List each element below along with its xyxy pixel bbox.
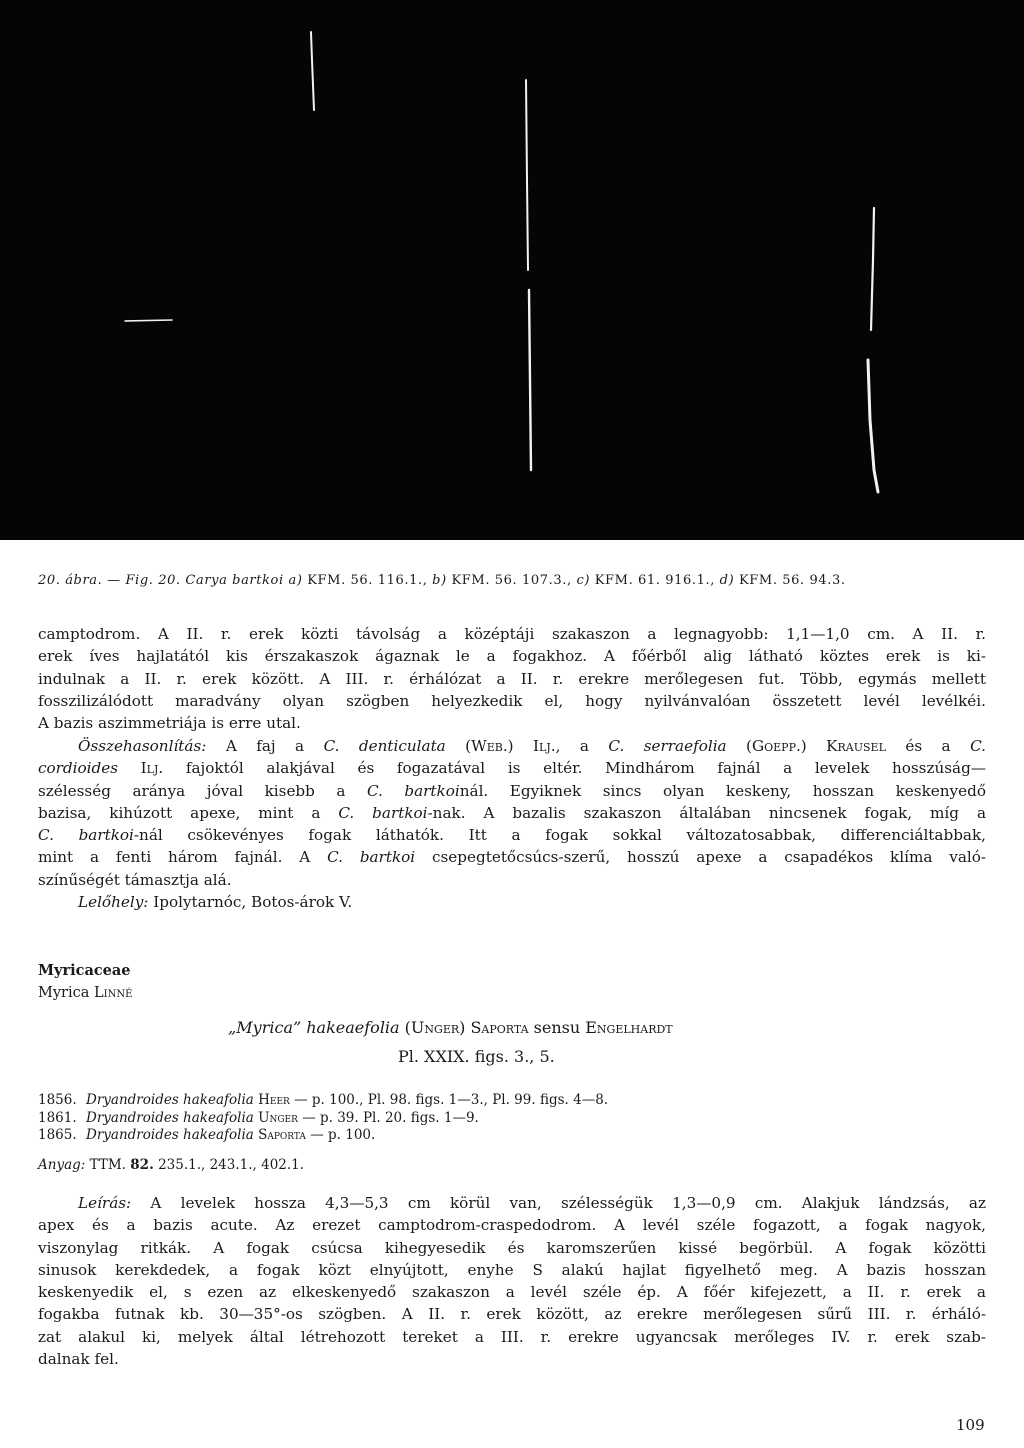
synonym-ref: — p. 100., Pl. 98. figs. 1—3., Pl. 99. figs. 4—8. xyxy=(289,1092,609,1108)
author-name: Goepp. xyxy=(751,737,801,755)
text-run: szélesség aránya jóval kisebb a xyxy=(38,781,367,800)
description-line: keskenyedik el, s ezen az elkeskenyedő szakaszon a levél széle ép. A főér kifejezett, a II. r. erek a xyxy=(38,1283,986,1302)
genus-name: Myrica xyxy=(38,985,90,1001)
description-line: sinusok kerekdedek, a fogak közt elnyújtott, enyhe S alakú hajlat figyelhető meg. A bazis hosszan xyxy=(38,1260,986,1279)
text-run: 235.1., 243.1., 402.1. xyxy=(153,1157,305,1173)
species-heading xyxy=(228,1018,673,1037)
caption-a-label: a) xyxy=(288,573,303,588)
species-genus: „Myrica” xyxy=(228,1018,302,1037)
description-line-1 xyxy=(38,1192,986,1214)
text-run: nál. Egyiknek sincs olyan keskeny, hosszan keskenyedő xyxy=(459,781,986,800)
author-name: Ilj. xyxy=(140,759,164,778)
para1-line: camptodrom. A II. r. erek közti távolság a középtáji szakaszon a legnagyobb: 1,1—1,0 cm. A II. r. xyxy=(38,625,986,643)
fossil-trace-c-upper xyxy=(526,80,528,270)
text-run: fajoktól alakjával és fogazatával is eltér. Mindhárom fajnál a levelek hosszúság— xyxy=(163,759,987,778)
plate-reference: Pl. XXIX. figs. 3., 5. xyxy=(398,1047,555,1066)
text-run: ) xyxy=(800,737,827,755)
fossil-traces xyxy=(0,0,1024,540)
species-authors: (Unger) Saporta xyxy=(399,1018,529,1037)
synonym-row xyxy=(38,1092,608,1110)
description-label: Leírás: xyxy=(78,1194,132,1212)
comparison-line-4 xyxy=(38,802,986,824)
synonym-name: Dryandroides hakeafolia xyxy=(86,1109,254,1126)
description-line: fogakba futnak kb. 30—35°-os szögben. A II. r. erek között, az erekre merőlegesen sűrű III. r. érháló- xyxy=(38,1305,986,1324)
species-name: C. bartkoi xyxy=(338,803,428,822)
text-run: -nál csökevényes fogak láthatók. Itt a fogak sokkal változatosabbak, differenciáltabbak, xyxy=(133,826,986,845)
locality-line xyxy=(38,891,986,913)
fossil-trace-c-lower xyxy=(529,290,531,470)
paragraph-description xyxy=(38,1192,986,1370)
text-run: , a xyxy=(555,737,609,755)
species-name: C. xyxy=(970,737,986,755)
comparison-line-1 xyxy=(38,735,986,757)
figure-caption xyxy=(38,573,988,588)
text-run: és a xyxy=(885,737,971,755)
species-epithet: hakeaefolia xyxy=(301,1018,400,1037)
species-sensu-author: Engelhardt xyxy=(585,1018,673,1037)
species-name: C. bartkoi xyxy=(38,826,134,845)
description-line: apex és a bazis acute. Az erezet camptodrom-craspedodrom. A levél széle fogazott, a fogak nagyok, xyxy=(38,1216,986,1235)
para1-line: indulnak a II. r. erek között. A III. r. érhálózat a II. r. erekre merőlegesen fut. Több, egymás mellett xyxy=(38,669,986,688)
caption-species: Carya bartkoi xyxy=(185,573,284,588)
comparison-line-5 xyxy=(38,824,986,846)
caption-b-label: b) xyxy=(432,573,447,588)
locality-value: Ipolytarnóc, Botos-árok V. xyxy=(148,893,353,912)
paragraph-venation xyxy=(38,623,986,734)
caption-c-label: c) xyxy=(576,573,590,588)
synonym-row xyxy=(38,1127,608,1145)
caption-abra: 20. ábra. — Fig. 20. xyxy=(38,573,181,588)
fossil-trace-d-upper xyxy=(871,208,874,330)
fossil-trace-b xyxy=(125,320,172,321)
synonym-row xyxy=(38,1110,608,1128)
material-label: Anyag: xyxy=(38,1157,86,1173)
text-run: ( xyxy=(445,737,472,755)
genus-heading xyxy=(38,985,132,1001)
species-name: C. serraefolia xyxy=(608,737,727,755)
caption-d-label: d) xyxy=(719,573,735,588)
page-number: 109 xyxy=(956,1416,985,1434)
text-run: ( xyxy=(726,737,752,755)
synonymy-list xyxy=(38,1092,608,1145)
synonym-author: Heer xyxy=(253,1092,290,1108)
genus-author: Linné xyxy=(89,985,133,1001)
text-run xyxy=(118,759,141,777)
fossil-photo-plate xyxy=(0,0,1024,540)
paragraph-comparison xyxy=(38,735,986,913)
author-name: Krausel xyxy=(826,737,886,755)
fossil-trace-a xyxy=(311,32,314,110)
caption-c-ref: KFM. 61. 916.1., xyxy=(594,573,715,588)
comparison-label: Összehasonlítás: xyxy=(78,737,207,755)
description-line: viszonylag ritkák. A fogak csúcsa kihegyesedik és karomszerűen kissé begörbül. A fogak közötti xyxy=(38,1238,986,1257)
synonym-ref: — p. 39. Pl. 20. figs. 1—9. xyxy=(297,1109,479,1126)
synonym-name: Dryandroides hakeafolia xyxy=(86,1092,254,1108)
para1-line: fosszilizálódott maradvány olyan szögben helyezkedik el, hogy nyilvánvalóan összetett levél levélkéi. xyxy=(38,691,986,710)
caption-b-ref: KFM. 56. 107.3., xyxy=(451,573,572,588)
material-line xyxy=(38,1157,304,1173)
synonym-name: Dryandroides hakeafolia xyxy=(86,1127,254,1143)
material-bold-number: 82. xyxy=(130,1157,154,1173)
description-line: zat alakul ki, melyek által létrehozott tereket a III. r. erekre ugyancsak merőleges IV. r. erek szab- xyxy=(38,1327,986,1346)
species-name: cordioides xyxy=(38,759,118,778)
text-run: csepegtetőcsúcs-szerű, hosszú apexe a csapadékos klíma való- xyxy=(415,848,987,867)
synonym-year: 1865. xyxy=(38,1127,77,1143)
synonym-year: 1861. xyxy=(38,1109,77,1126)
para1-line: A bazis aszimmetriája is erre utal. xyxy=(38,714,301,733)
caption-a-ref: KFM. 56. 116.1., xyxy=(307,573,428,588)
text-run: A levelek hossza 4,3—5,3 cm körül van, szélességük 1,3—0,9 cm. Alakjuk lándzsás, az xyxy=(131,1194,986,1212)
synonym-author: Unger xyxy=(253,1109,298,1126)
family-heading: Myricaceae xyxy=(38,962,131,979)
author-name: Ilj. xyxy=(533,737,556,755)
text-run: A faj a xyxy=(206,737,324,755)
locality-label: Lelőhely: xyxy=(78,893,149,912)
description-line: dalnak fel. xyxy=(38,1350,119,1369)
text-run: mint a fenti három fajnál. A xyxy=(38,848,328,867)
text-run: -nak. A bazalis szakaszon általában nincsenek fogak, míg a xyxy=(427,803,987,822)
synonym-year: 1856. xyxy=(38,1092,77,1108)
synonym-ref: — p. 100. xyxy=(305,1127,376,1143)
author-name: Web. xyxy=(471,737,508,755)
comparison-line-7: színűségét támasztja alá. xyxy=(38,870,232,889)
fossil-trace-d-lower xyxy=(868,360,878,492)
species-name: C. denticulata xyxy=(323,737,446,755)
species-name: C. bartkoi xyxy=(327,848,416,867)
caption-d-ref: KFM. 56. 94.3. xyxy=(739,573,846,588)
text-run: TTM. xyxy=(85,1157,131,1173)
comparison-line-3 xyxy=(38,780,986,802)
species-sensu: sensu xyxy=(528,1018,586,1037)
text-run: ) xyxy=(507,737,534,755)
synonym-author: Saporta xyxy=(253,1127,306,1143)
species-name: C. bartkoi xyxy=(366,781,460,800)
text-run: bazisa, kihúzott apexe, mint a xyxy=(38,803,339,822)
comparison-line-6 xyxy=(38,846,986,868)
para1-line: erek íves hajlatától kis érszakaszok ágaznak le a fogakhoz. A főérből alig látható köztes erek is ki- xyxy=(38,647,986,666)
comparison-line-2 xyxy=(38,757,986,779)
